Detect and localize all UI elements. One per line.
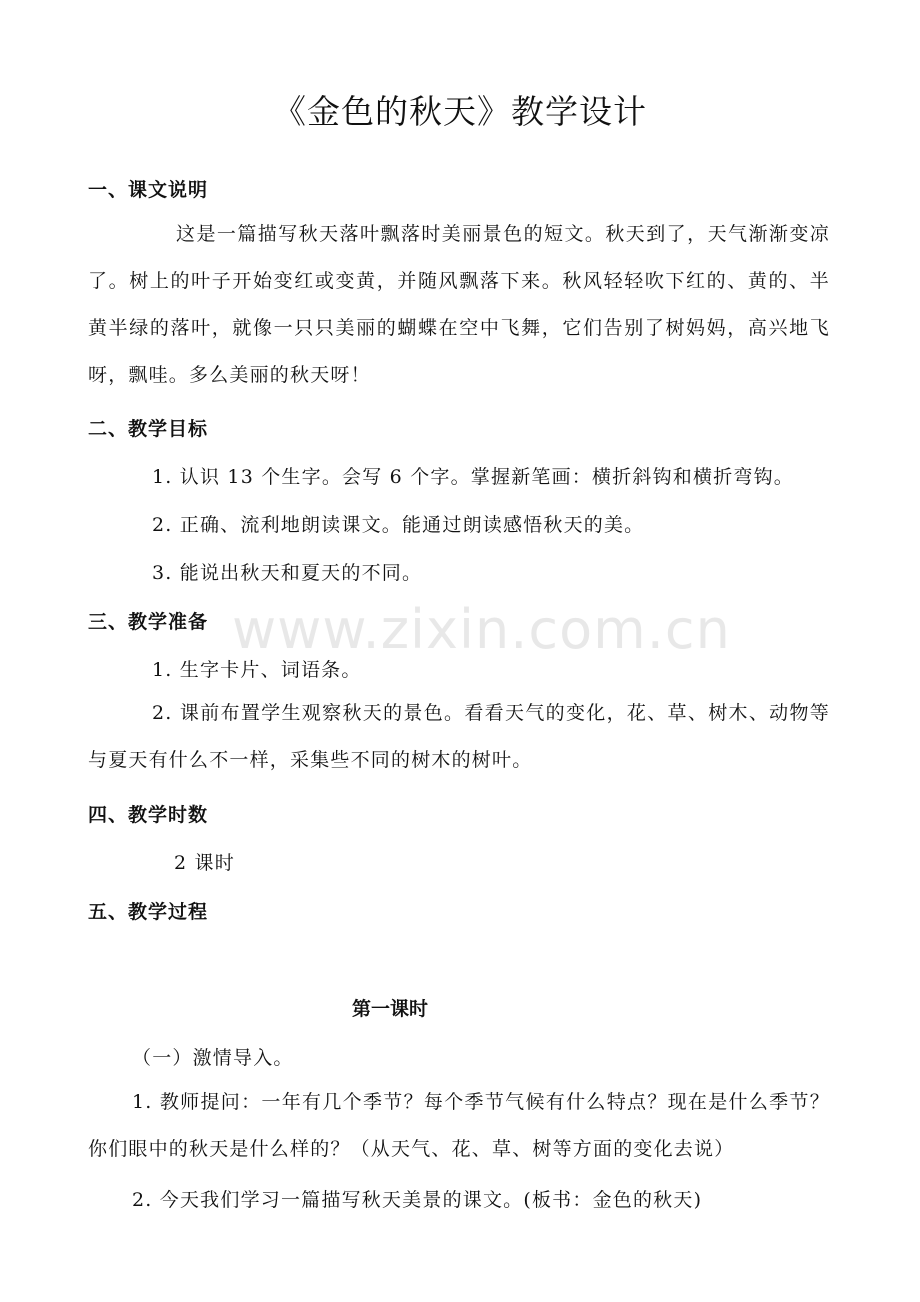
watermark-text: www.zixin.com.cn — [232, 598, 731, 661]
preparation-item-1: 1. 生字卡片、词语条。 — [152, 659, 362, 681]
section-heading-objectives: 二、教学目标 — [88, 418, 209, 440]
process-item-2: 2. 今天我们学习一篇描写秋天美景的课文。(板书：金色的秋天) — [132, 1189, 703, 1211]
section-heading-process: 五、教学过程 — [88, 901, 209, 923]
process-item-1: 1. 教师提问：一年有几个季节？每个季节气候有什么特点？现在是什么季节？你们眼中的秋天是什么样的？（从天气、花、草、树等方面的变化去说） — [88, 1091, 830, 1160]
section-heading-explanation: 一、课文说明 — [88, 179, 209, 201]
section-heading-preparation: 三、教学准备 — [88, 611, 209, 633]
process-step-heading: （一）激情导入。 — [132, 1047, 294, 1069]
hours-value: 2 课时 — [174, 852, 235, 874]
document-title: 《金色的秋天》教学设计 — [273, 92, 647, 131]
preparation-item-2: 2. 课前布置学生观察秋天的景色。看看天气的变化，花、草、树木、动物等与夏天有什么不一样，采集些不同的树木的树叶。 — [88, 702, 830, 771]
objective-item-2: 2. 正确、流利地朗读课文。能通过朗读感悟秋天的美。 — [152, 514, 645, 536]
objective-item-1: 1. 认识 13 个生字。会写 6 个字。掌握新笔画：横折斜钩和横折弯钩。 — [152, 466, 794, 488]
lesson-heading: 第一课时 — [351, 998, 428, 1020]
section-heading-hours: 四、教学时数 — [88, 804, 209, 826]
objective-item-3: 3. 能说出秋天和夏天的不同。 — [152, 562, 423, 584]
explanation-paragraph: 这是一篇描写秋天落叶飘落时美丽景色的短文。秋天到了，天气渐渐变凉了。树上的叶子开始变红或变黄，并随风飘落下来。秋风轻轻吹下红的、黄的、半黄半绿的落叶，就像一只只美丽的蝴蝶在空中飞舞，它们告别了树妈妈，高兴地飞呀，飘哇。多么美丽的秋天呀！ — [88, 223, 830, 386]
